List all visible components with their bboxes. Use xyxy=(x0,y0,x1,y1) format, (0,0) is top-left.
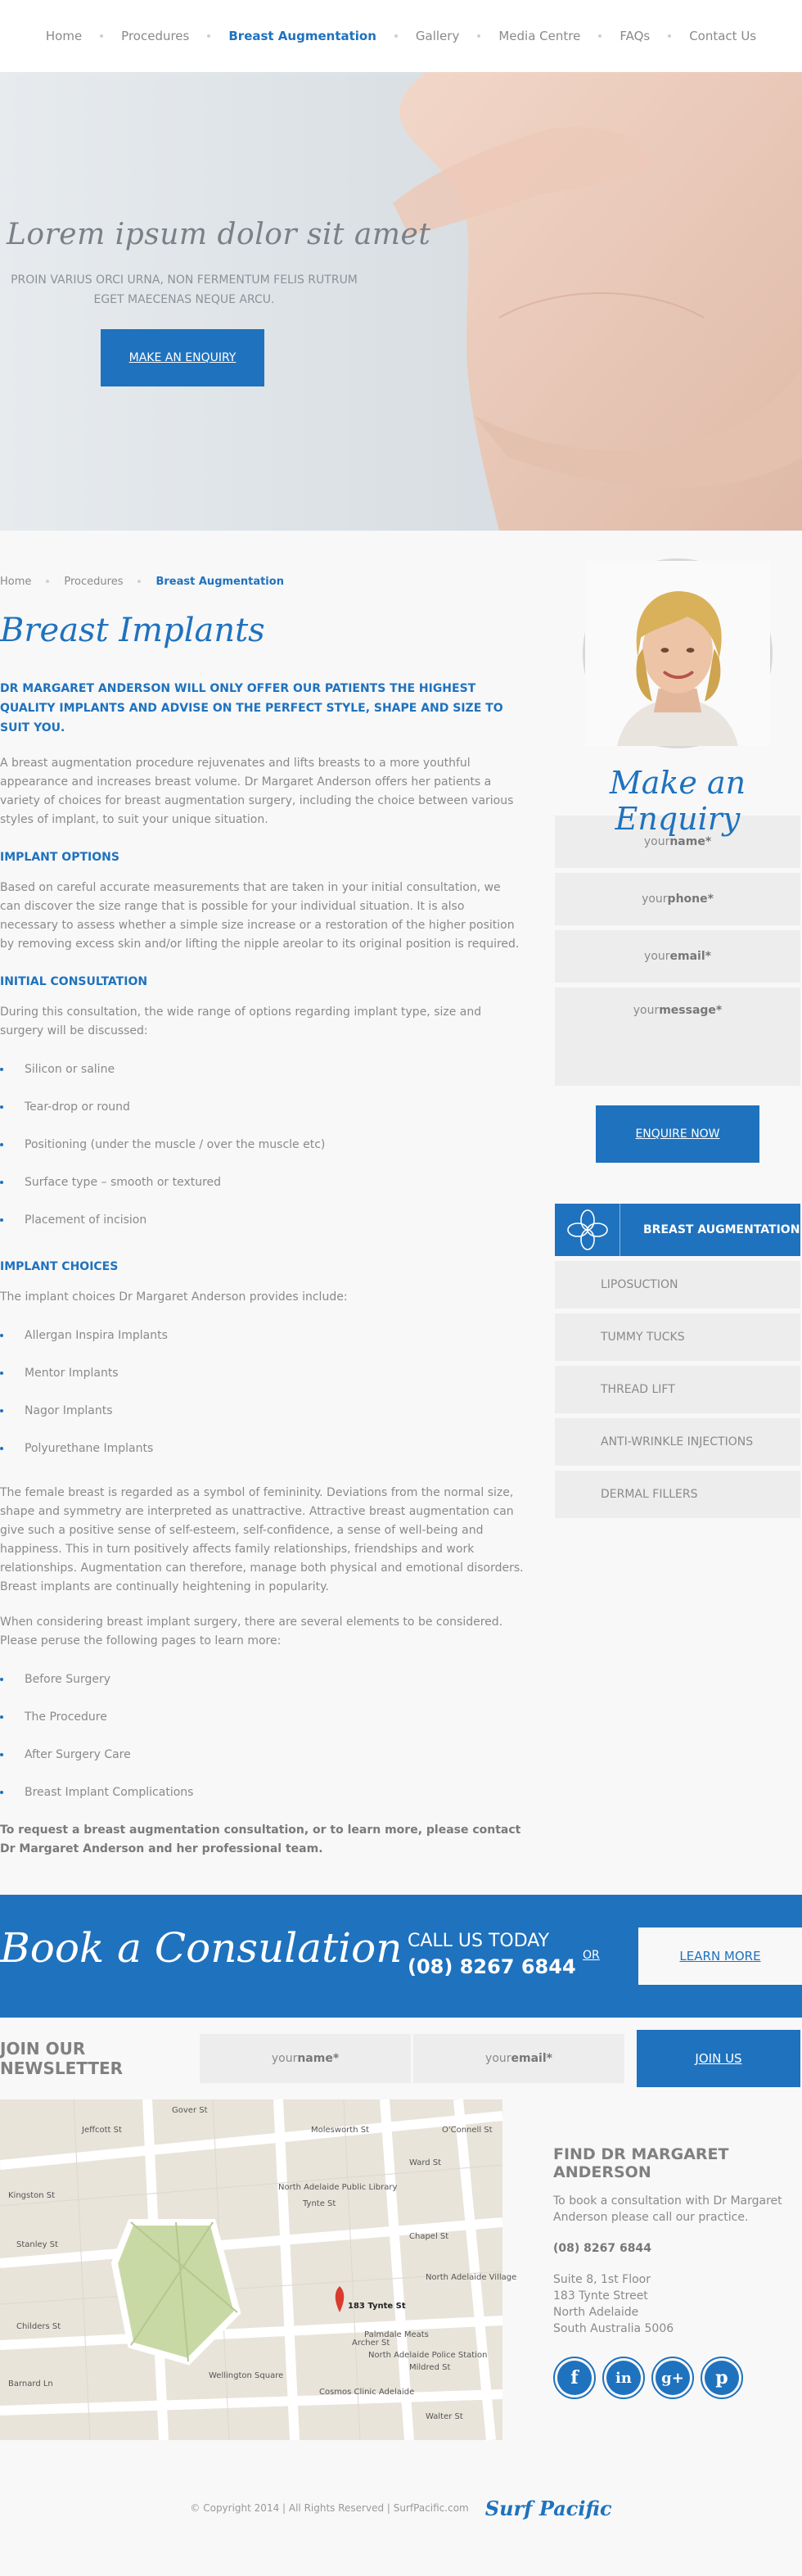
breadcrumb xyxy=(0,574,524,589)
list-item: Tear-drop or round xyxy=(0,1088,524,1126)
list-item-link[interactable]: Breast Implant Complications xyxy=(0,1774,524,1811)
newsletter-name-input[interactable] xyxy=(200,2034,411,2083)
consider-paragraph: When considering breast implant surgery, there are several elements to be considered. Please peruse the following pages to learn more: xyxy=(0,1616,503,1647)
procedure-label: BREAST AUGMENTATION xyxy=(643,1223,800,1236)
nav-separator xyxy=(668,34,671,38)
find-text: To book a consultation with Dr Margaret Anderson please call our practice. xyxy=(553,2194,782,2224)
map-label: Tynte St xyxy=(303,2199,336,2208)
sidebar xyxy=(555,531,800,1859)
address-line: North Adelaide xyxy=(553,2306,639,2319)
brand-logo[interactable]: Surf Pacific xyxy=(484,2496,612,2520)
map-label: Wellington Square xyxy=(209,2371,284,2380)
field-label-bold: email* xyxy=(669,950,711,963)
map-label: Stanley St xyxy=(16,2240,59,2249)
breadcrumb-home[interactable]: Home xyxy=(0,575,32,588)
field-label: your xyxy=(643,835,670,848)
procedure-breast-augmentation[interactable] xyxy=(555,1204,800,1261)
breadcrumb-separator xyxy=(137,580,141,583)
googleplus-icon[interactable] xyxy=(651,2357,694,2399)
heading-initial-consultation: INITIAL CONSULTATION xyxy=(0,975,148,988)
address-line: South Australia 5006 xyxy=(553,2322,674,2335)
linkedin-icon[interactable] xyxy=(602,2357,645,2399)
breadcrumb-current: Breast Augmentation xyxy=(155,575,284,588)
nav-breast-augmentation[interactable]: Breast Augmentation xyxy=(228,29,376,43)
contact-info xyxy=(502,2099,802,2440)
procedures-menu xyxy=(555,1204,800,1523)
field-label: your xyxy=(485,2052,511,2065)
booking-band xyxy=(0,1895,802,2018)
map-label: Childers St xyxy=(16,2322,61,2331)
nav-faqs[interactable]: FAQs xyxy=(620,29,651,43)
field-label-bold: name* xyxy=(669,835,712,848)
map-label: Ward St xyxy=(409,2158,442,2167)
consult-list xyxy=(0,1051,524,1239)
closing-paragraph: To request a breast augmentation consultation, or to learn more, please contact Dr Margaret Anderson and her professional team. xyxy=(0,1824,521,1855)
nav-media-centre[interactable]: Media Centre xyxy=(498,29,581,43)
copyright: © Copyright 2014 | All Rights Reserved | SurfPacific.com xyxy=(190,2502,469,2514)
choices-list xyxy=(0,1317,524,1467)
location-map[interactable] xyxy=(0,2099,517,2440)
email-field[interactable] xyxy=(555,930,800,983)
list-item: Positioning (under the muscle / over the muscle etc) xyxy=(0,1126,524,1164)
enquiry-title: Make an Enquiry xyxy=(609,765,746,837)
list-item: Silicon or saline xyxy=(0,1051,524,1088)
map-label: O'Connell St xyxy=(442,2126,493,2135)
page-title: Breast Implants xyxy=(0,612,265,649)
map-label: Walter St xyxy=(426,2412,463,2421)
footer xyxy=(0,2440,802,2576)
field-label: your xyxy=(271,2052,298,2065)
make-enquiry-button[interactable]: MAKE AN ENQUIRY xyxy=(101,329,264,386)
find-phone[interactable]: (08) 8267 6844 xyxy=(553,2242,651,2255)
pages-list xyxy=(0,1661,524,1811)
hero-banner xyxy=(0,72,802,531)
list-item-link[interactable]: Before Surgery xyxy=(0,1661,524,1698)
list-item: Polyurethane Implants xyxy=(0,1430,524,1467)
hero-image xyxy=(376,72,802,531)
list-item-link[interactable]: After Surgery Care xyxy=(0,1736,524,1774)
field-label-bold: name* xyxy=(297,2052,340,2065)
nav-separator xyxy=(207,34,210,38)
nav-separator xyxy=(598,34,602,38)
booking-title: Book a Consulation xyxy=(0,1924,403,1972)
map-place: Cosmos Clinic Adelaide xyxy=(319,2388,415,2397)
female-paragraph: The female breast is regarded as a symbol of femininity. Deviations from the normal size, shape and symmetry are interpreted as unattractive. Attractive breast augmentation can give such a positive sense of self-esteem, self-confidence, a sense of well-being and happiness. This in turn positively affects family relationships, friendships and work relationships. Augmentation can therefore, manage both physical and emotional disorders. Breast implants are continually heightening in popularity. xyxy=(0,1486,524,1593)
nav-gallery[interactable]: Gallery xyxy=(415,29,460,43)
map-place: Palmdale Meats xyxy=(364,2330,429,2339)
find-section xyxy=(0,2099,802,2440)
pinterest-glyph: p xyxy=(705,2361,739,2395)
intro-paragraph: A breast augmentation procedure rejuvenates and lifts breasts to a more youthful appearance and increases breast volume. Dr Margaret Anderson offers her patients a variety of choices for breast augmentation surgery, including the choice between various styles of implant, to suit your unique situation. xyxy=(0,757,514,826)
nav-contact-us[interactable]: Contact Us xyxy=(689,29,757,43)
map-place: North Adelaide Police Station xyxy=(368,2351,488,2360)
phone-field[interactable] xyxy=(555,873,800,925)
nav-procedures[interactable]: Procedures xyxy=(121,29,190,43)
field-label: your xyxy=(642,893,668,906)
doctor-avatar xyxy=(583,558,773,748)
social-links xyxy=(553,2357,802,2399)
newsletter xyxy=(0,2018,802,2099)
procedure-thread-lift[interactable]: THREAD LIFT xyxy=(555,1366,800,1418)
address-line: 183 Tynte Street xyxy=(553,2289,648,2303)
procedure-tummy-tucks[interactable]: TUMMY TUCKS xyxy=(555,1313,800,1366)
hero-title: Lorem ipsum dolor sit amet xyxy=(7,218,431,251)
map-label: Chapel St xyxy=(409,2232,449,2241)
map-place: 183 Tynte St xyxy=(348,2302,406,2311)
list-item: Allergan Inspira Implants xyxy=(0,1317,524,1354)
enquire-now-button[interactable]: ENQUIRE NOW xyxy=(596,1105,759,1163)
map-label: Jeffcott St xyxy=(82,2126,122,2135)
find-title: FIND DR MARGARET ANDERSON xyxy=(553,2145,729,2181)
facebook-glyph: f xyxy=(557,2361,592,2395)
breadcrumb-separator xyxy=(46,580,49,583)
list-item: Mentor Implants xyxy=(0,1354,524,1392)
consult-paragraph: During this consultation, the wide range of options regarding implant type, size and surgery will be discussed: xyxy=(0,1006,482,1037)
join-us-button[interactable]: JOIN US xyxy=(637,2030,800,2087)
lead-text: DR MARGARET ANDERSON WILL ONLY OFFER OUR PATIENTS THE HIGHEST QUALITY IMPLANTS AND ADVISE ON THE PERFECT STYLE, SHAPE AND SIZE TO SUIT YOU. xyxy=(0,682,503,734)
linkedin-glyph: in xyxy=(606,2361,641,2395)
field-label: your xyxy=(633,1004,660,1017)
ornament-icon xyxy=(555,1201,620,1259)
map-label: Gover St xyxy=(172,2106,208,2115)
list-item-link[interactable]: The Procedure xyxy=(0,1698,524,1736)
heading-implant-options: IMPLANT OPTIONS xyxy=(0,851,119,864)
googleplus-glyph: g+ xyxy=(656,2361,690,2395)
map-graphic xyxy=(0,2099,517,2440)
main-content xyxy=(0,531,524,1859)
top-nav xyxy=(0,0,802,72)
newsletter-email-input[interactable] xyxy=(413,2034,624,2083)
field-label-bold: email* xyxy=(511,2052,552,2065)
learn-more-button[interactable]: LEARN MORE xyxy=(638,1927,802,1985)
field-label-bold: phone* xyxy=(667,893,714,906)
field-label: your xyxy=(644,950,670,963)
choices-paragraph: The implant choices Dr Margaret Anderson provides include: xyxy=(0,1290,348,1304)
or-label: OR xyxy=(583,1949,600,1962)
list-item: Nagor Implants xyxy=(0,1392,524,1430)
map-label: Molesworth St xyxy=(311,2126,370,2135)
list-item: Surface type – smooth or textured xyxy=(0,1164,524,1201)
procedure-anti-wrinkle[interactable]: ANTI-WRINKLE INJECTIONS xyxy=(555,1418,800,1471)
map-label: Barnard Ln xyxy=(8,2379,53,2388)
nav-separator xyxy=(394,34,398,38)
map-place: North Adelaide Village xyxy=(426,2273,517,2282)
options-paragraph: Based on careful accurate measurements that are taken in your initial consultation, we can discover the size range that is possible for your individual situation. It is also necessary to assess whether a simple size increase or a restoration of the higher position by removing excess skin and/or lifting the nipple areolar to its original position is required. xyxy=(0,881,520,951)
nav-separator xyxy=(100,34,103,38)
field-label-bold: message* xyxy=(659,1004,723,1017)
hero-subtitle: PROIN VARIUS ORCI URNA, NON FERMENTUM FELIS RUTRUM EGET MAECENAS NEQUE ARCU. xyxy=(11,273,358,306)
pinterest-icon[interactable] xyxy=(701,2357,743,2399)
map-label: Archer St xyxy=(352,2339,390,2348)
message-field[interactable] xyxy=(555,987,800,1086)
map-label: Kingston St xyxy=(8,2191,56,2200)
nav-home[interactable]: Home xyxy=(45,29,83,43)
address xyxy=(553,2271,802,2337)
doctor-portrait xyxy=(585,561,770,746)
address-line: Suite 8, 1st Floor xyxy=(553,2273,651,2286)
facebook-icon[interactable] xyxy=(553,2357,596,2399)
map-label: Mildred St xyxy=(409,2363,451,2372)
nav-separator xyxy=(477,34,480,38)
newsletter-label: JOIN OUR NEWSLETTER xyxy=(0,2039,124,2078)
procedure-dermal-fillers[interactable]: DERMAL FILLERS xyxy=(555,1471,800,1523)
call-phone[interactable]: (08) 8267 6844 xyxy=(408,1955,576,1978)
procedure-liposuction[interactable]: LIPOSUCTION xyxy=(555,1261,800,1313)
heading-implant-choices: IMPLANT CHOICES xyxy=(0,1260,119,1273)
call-label: CALL US TODAY xyxy=(408,1931,550,1951)
list-item: Placement of incision xyxy=(0,1201,524,1239)
map-place: North Adelaide Public Library xyxy=(278,2183,398,2192)
breadcrumb-procedures[interactable]: Procedures xyxy=(64,575,124,588)
